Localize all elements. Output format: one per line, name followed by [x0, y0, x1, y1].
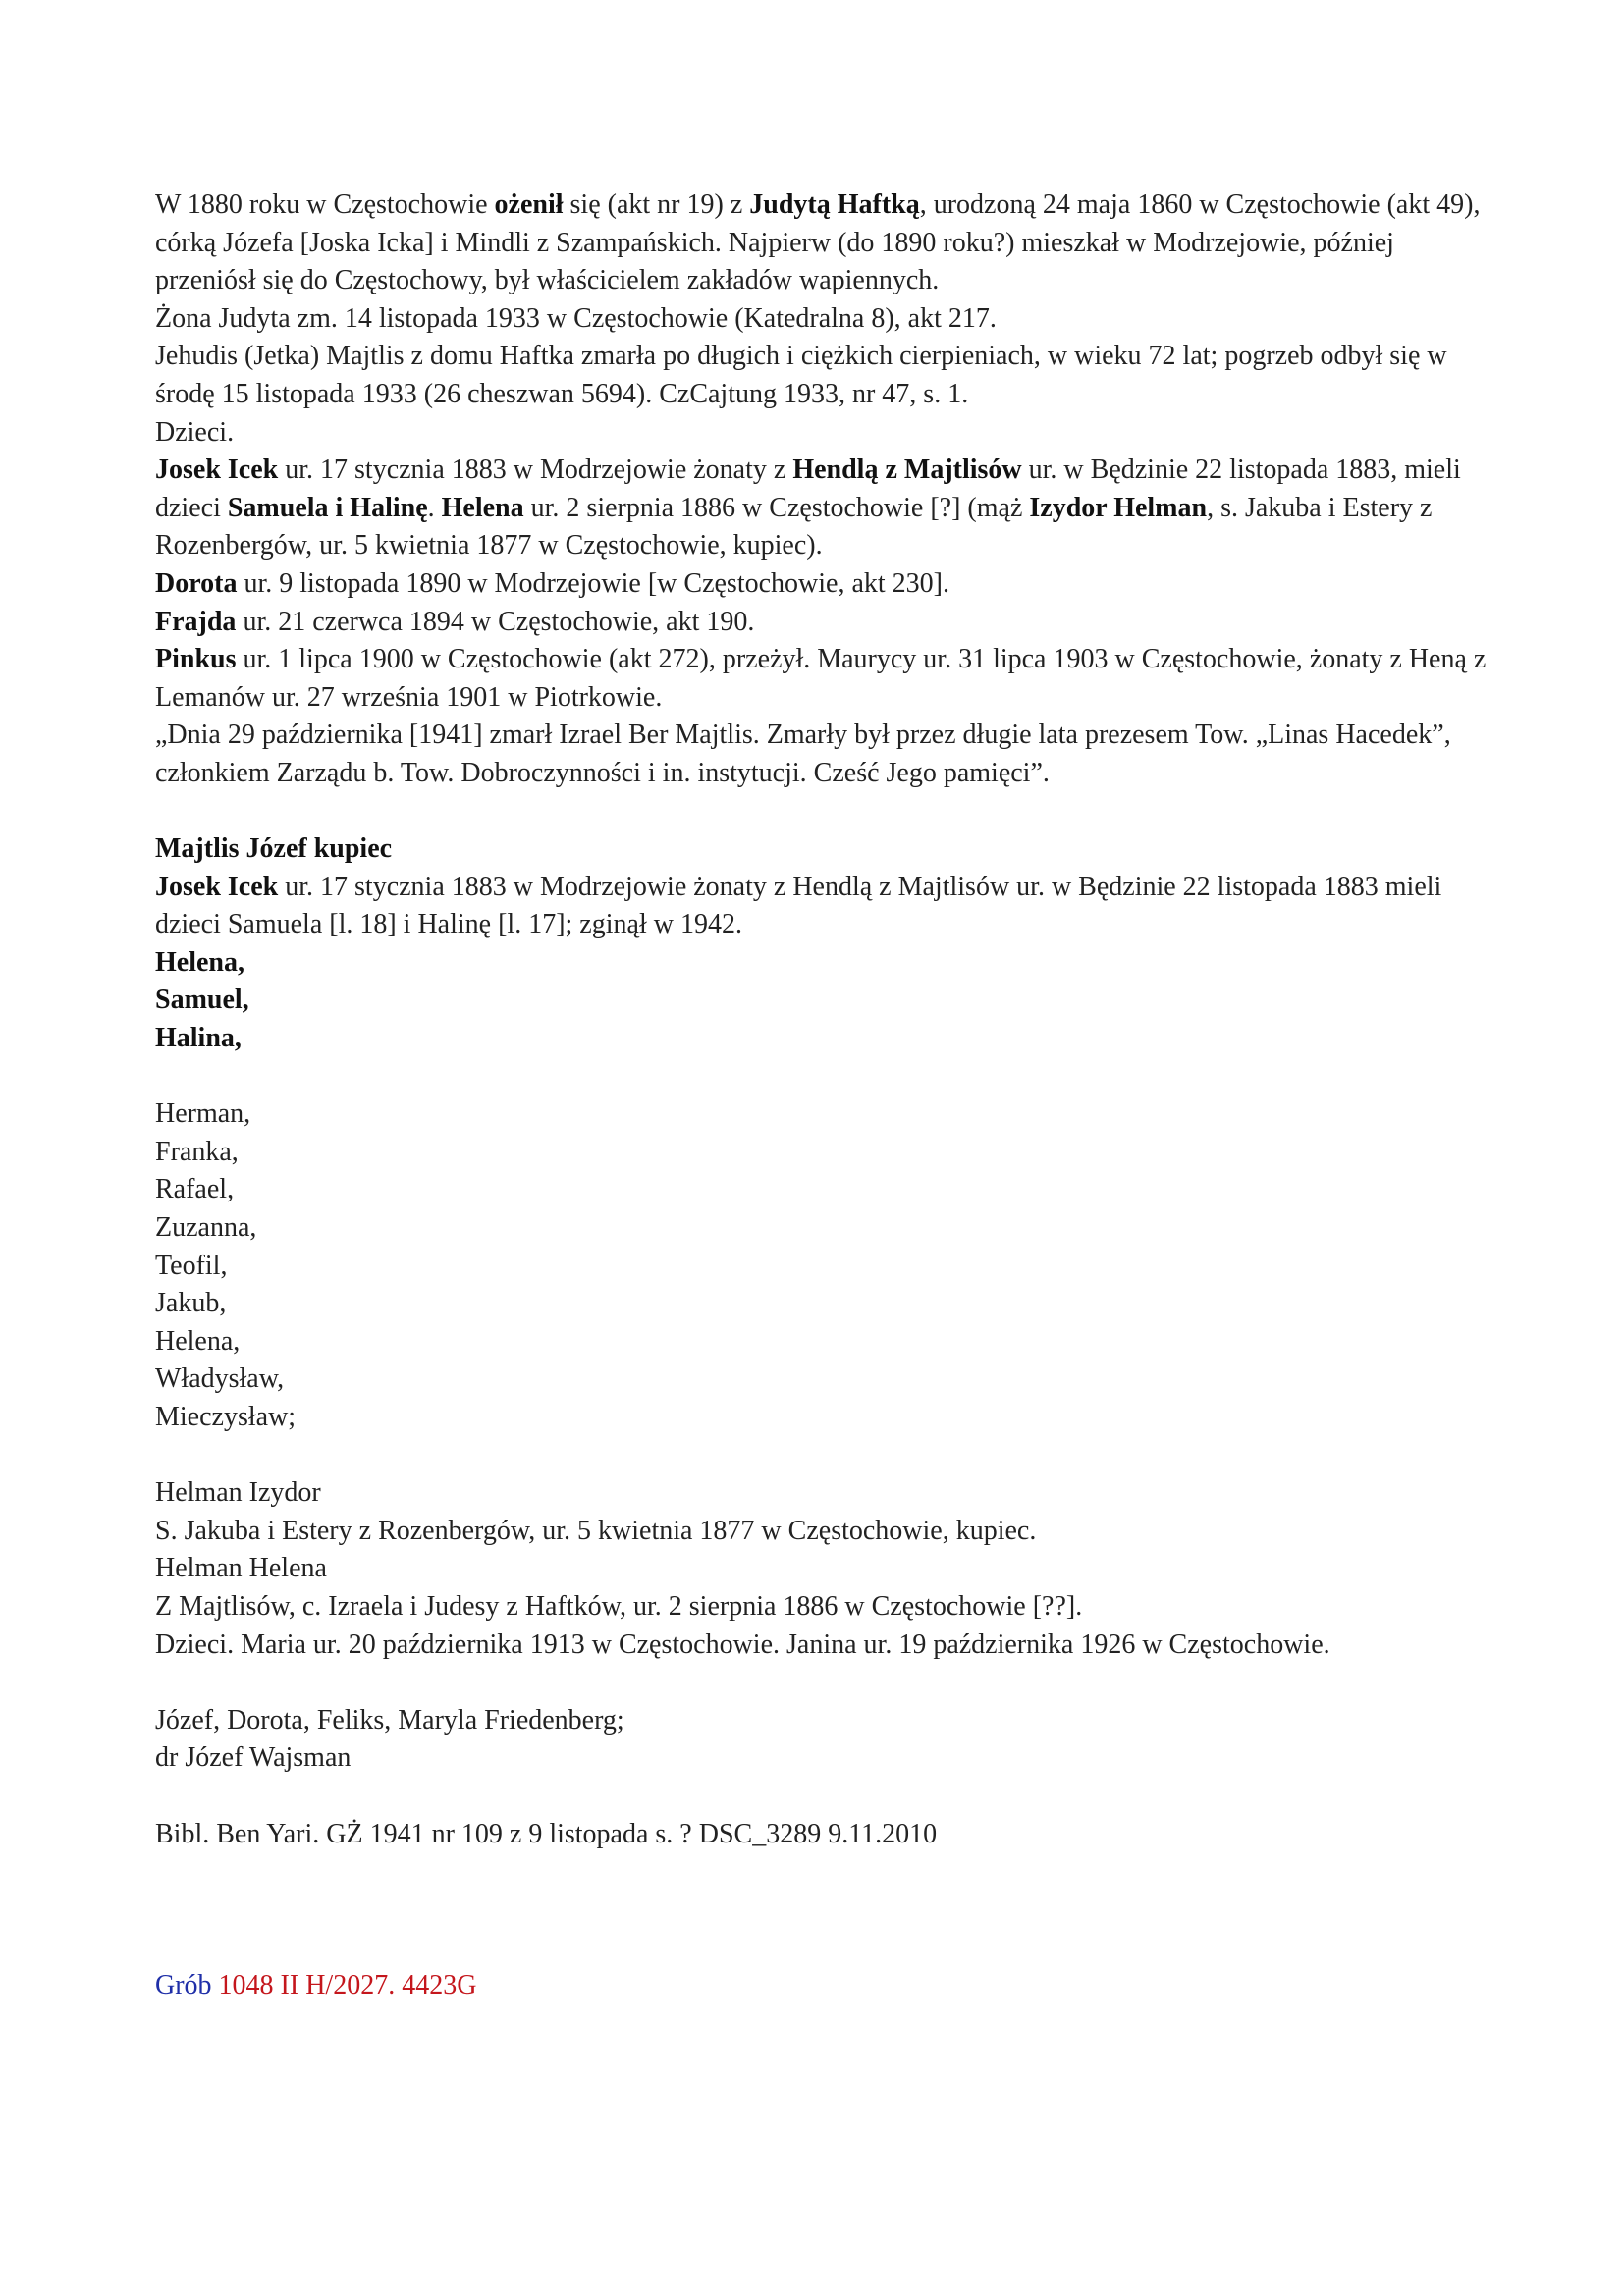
others-line: dr Józef Wajsman: [155, 1742, 352, 1774]
grave-number: 1048 II H/2027. 4423G: [211, 1969, 477, 2001]
paragraph-marriage: W 1880 roku w Częstochowie ożenił się (akt nr 19) z Judytą Haftką, urodzoną 24 maja 1860 w Częstochowie (akt 49), córką Józefa [Joska Icka] i Mindli z Szampańskich. Najpierw (do 1890 roku?) mieszkał w Modrzejowie, później przeniósł się do Częstochowy, był właścicielem zakładów wapiennych.: [155, 189, 1481, 296]
name-line: Teofil,: [155, 1250, 228, 1281]
grave-label: Grób: [155, 1969, 212, 2001]
name-line: Władysław,: [155, 1363, 285, 1395]
paragraph-josek: Josek Icek ur. 17 stycznia 1883 w Modrzejowie żonaty z Hendlą z Majtlisów ur. w Będzinie 22 listopada 1883, mieli dzieci Samuela i Halinę. Helena ur. 2 sierpnia 1886 w Częstochowie [?] (mąż Izydor Helman, s. Jakuba i Estery z Rozenbergów, ur. 5 kwietnia 1877 w Częstochowie, kupiec).: [155, 454, 1461, 561]
spacer: [155, 1058, 1490, 1096]
spacer: [155, 1437, 1490, 1475]
grave-reference: [155, 1967, 1490, 2005]
document-page: [155, 187, 1490, 2004]
name-line: Franka,: [155, 1136, 239, 1167]
name-line: Helena,: [155, 1325, 241, 1357]
spacer: [155, 1778, 1490, 1816]
name-line: Herman,: [155, 1098, 251, 1130]
paragraph-josek-2: Josek Icek ur. 17 stycznia 1883 w Modrzejowie żonaty z Hendlą z Majtlisów ur. w Będzinie 22 listopada 1883 mieli dzieci Samuela [l. 18] i Halinę [l. 17]; zginął w 1942.: [155, 871, 1442, 940]
paragraph-dorota: Dorota ur. 9 listopada 1890 w Modrzejowie [w Częstochowie, akt 230].: [155, 567, 949, 599]
bibliography: Bibl. Ben Yari. GŻ 1941 nr 109 z 9 listopada s. ? DSC_3289 9.11.2010: [155, 1818, 938, 1849]
paragraph-wife-death: Żona Judyta zm. 14 listopada 1933 w Częstochowie (Katedralna 8), akt 217.: [155, 302, 997, 334]
paragraph-obituary: Jehudis (Jetka) Majtlis z domu Haftka zmarła po długich i ciężkich cierpieniach, w wieku 72 lat; pogrzeb odbył się w środę 15 listopada 1933 (26 cheszwan 5694). CzCajtung 1933, nr 47, s. 1.: [155, 341, 1447, 409]
name-line: Rafael,: [155, 1174, 235, 1205]
helman-line: Dzieci. Maria ur. 20 października 1913 w Częstochowie. Janina ur. 19 października 1926 w Częstochowie.: [155, 1629, 1330, 1660]
spacer: [155, 793, 1490, 831]
bold-name: Samuel,: [155, 985, 249, 1016]
spacer: [155, 1853, 1490, 1929]
paragraph-quote: „Dnia 29 października [1941] zmarł Izrael Ber Majtlis. Zmarły był przez długie lata prezesem Tow. „Linas Hacedek”, członkiem Zarządu b. Tow. Dobroczynności i in. instytucji. Cześć Jego pamięci”.: [155, 720, 1451, 788]
helman-line: S. Jakuba i Estery z Rozenbergów, ur. 5 kwietnia 1877 w Częstochowie, kupiec.: [155, 1515, 1037, 1546]
paragraph-pinkus: Pinkus ur. 1 lipca 1900 w Częstochowie (akt 272), przeżył. Maurycy ur. 31 lipca 1903 w Częstochowie, żonaty z Heną z Lemanów ur. 27 września 1901 w Piotrkowie.: [155, 644, 1487, 713]
helman-line: Z Majtlisów, c. Izraela i Judesy z Haftków, ur. 2 sierpnia 1886 w Częstochowie [??].: [155, 1590, 1083, 1622]
section-title: Majtlis Józef kupiec: [155, 833, 393, 865]
helman-line: Helman Helena: [155, 1553, 327, 1584]
others-line: Józef, Dorota, Feliks, Maryla Friedenberg;: [155, 1704, 624, 1735]
bold-name: Helena,: [155, 946, 244, 978]
spacer: [155, 1664, 1490, 1702]
name-line: Mieczysław;: [155, 1402, 297, 1432]
paragraph-children-heading: Dzieci.: [155, 416, 235, 448]
bold-name: Halina,: [155, 1023, 242, 1054]
name-line: Zuzanna,: [155, 1212, 257, 1244]
paragraph-frajda: Frajda ur. 21 czerwca 1894 w Częstochowie, akt 190.: [155, 606, 755, 637]
spacer: [155, 1929, 1490, 1967]
helman-line: Helman Izydor: [155, 1477, 321, 1509]
name-line: Jakub,: [155, 1288, 227, 1319]
